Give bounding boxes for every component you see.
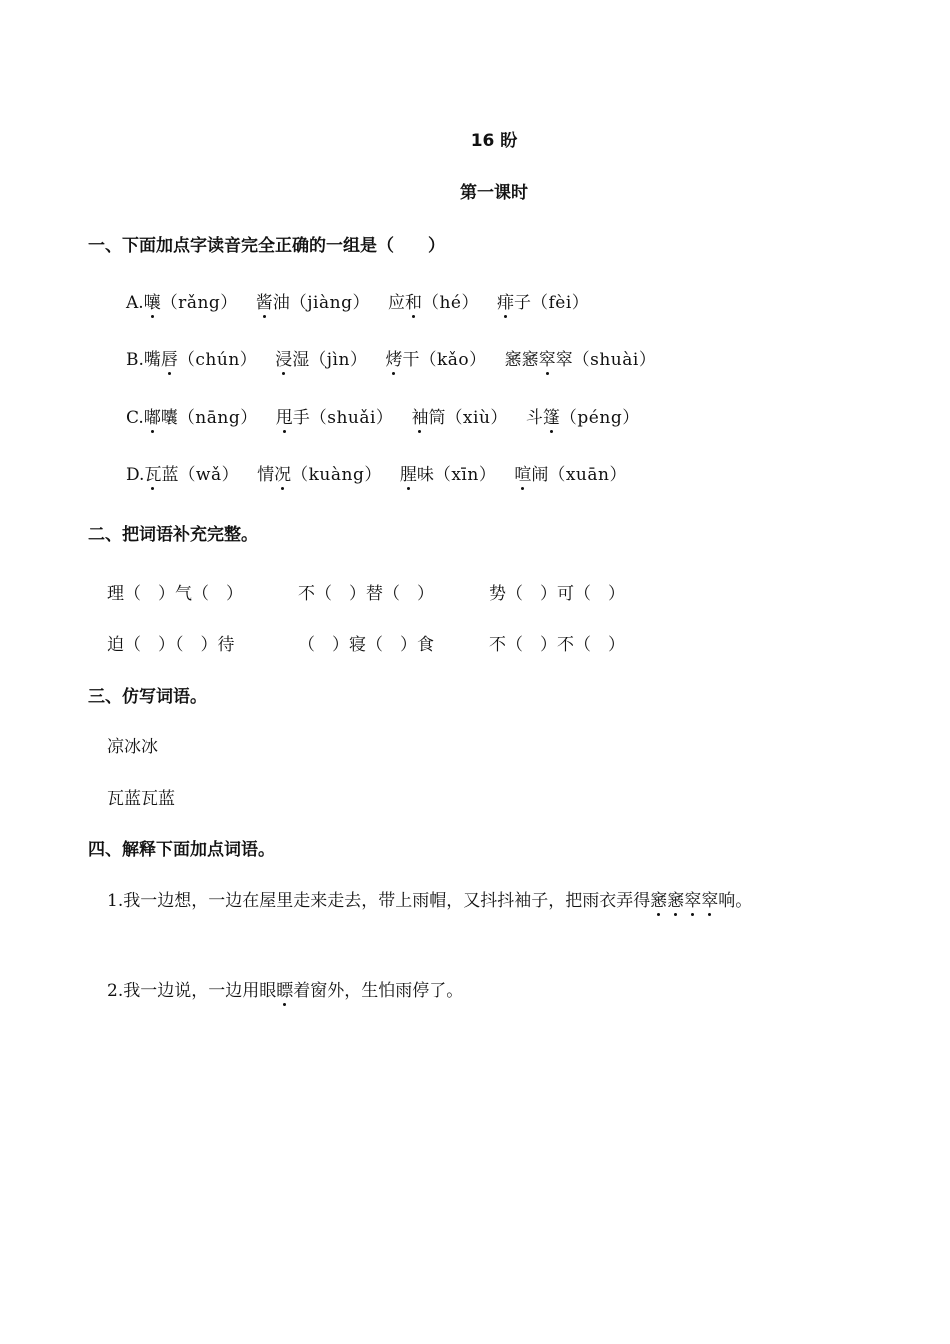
dotted-char: 瞟 [276, 976, 293, 1001]
option-word: 甩手（shuǎi） [276, 403, 394, 428]
option-word: 斗篷（péng） [526, 403, 640, 428]
dotted-char: 窸 [667, 886, 684, 911]
pinyin: （xīn） [433, 465, 497, 485]
pinyin: （shuǎi） [309, 408, 394, 428]
section3-heading: 三、仿写词语。 [88, 687, 207, 707]
sentence-1-text: 1.我一边想，一边在屋里走来走去，带上雨帽，又抖抖袖子，把雨衣弄得 [107, 891, 651, 911]
sentence-1 [107, 886, 752, 911]
dotted-char: 况 [274, 460, 291, 485]
pinyin: （kuàng） [291, 465, 382, 485]
dotted-char: 袖 [411, 403, 428, 428]
pinyin: （rǎng） [160, 293, 238, 313]
option-word: 烤干（kǎo） [385, 345, 486, 370]
dotted-char: 酱 [256, 288, 273, 313]
option-row [126, 345, 674, 370]
pinyin: （hé） [421, 293, 479, 313]
option-letter: D. [126, 465, 145, 485]
option-letter: B. [126, 350, 144, 370]
option-letter: C. [126, 408, 144, 428]
option-word: 嘴唇（chún） [144, 345, 257, 370]
dotted-char: 喧 [514, 460, 531, 485]
option-word: 窸窸窣窣（shuài） [505, 345, 657, 370]
option-word: 喧闹（xuān） [514, 460, 627, 485]
option-word: 浸湿（jìn） [275, 345, 367, 370]
pinyin: （kǎo） [419, 350, 487, 370]
option-word: 痱子（fèi） [497, 288, 589, 313]
sentence-1-tail: 响。 [718, 891, 753, 911]
pinyin: （nāng） [177, 408, 258, 428]
sentence-2 [107, 976, 463, 1001]
lesson-subtitle: 第一课时 [460, 183, 528, 203]
dotted-char: 窣 [684, 886, 701, 911]
option-word: 情况（kuàng） [257, 460, 382, 485]
dotted-char: 嘟 [144, 403, 161, 428]
dotted-char: 嚷 [144, 288, 161, 313]
option-word: 酱油（jiàng） [256, 288, 370, 313]
pinyin: （wǎ） [178, 465, 240, 485]
pinyin: （xiù） [445, 408, 508, 428]
option-row [126, 288, 607, 313]
dotted-char: 窣 [701, 886, 718, 911]
pinyin: （shuài） [572, 350, 657, 370]
dotted-char: 和 [405, 288, 422, 313]
option-word: 应和（hé） [388, 288, 479, 313]
pinyin: （jiàng） [289, 293, 370, 313]
example-word: 凉冰冰 [107, 737, 158, 757]
lesson-title: 16 盼 [470, 131, 518, 151]
dotted-char: 窸 [650, 886, 667, 911]
section4-heading: 四、解释下面加点词语。 [88, 840, 275, 860]
sentence-2-text: 2.我一边说，一边用眼 [107, 981, 277, 1001]
fill-item: 理（ ）气（ ） [107, 584, 243, 604]
option-word: 袖筒（xiù） [411, 403, 507, 428]
dotted-char: 烤 [385, 345, 402, 370]
pinyin: （jìn） [309, 350, 368, 370]
pinyin: （chún） [177, 350, 258, 370]
option-letter: A. [126, 293, 144, 313]
dotted-char: 瓦 [144, 460, 161, 485]
fill-item: 势（ ）可（ ） [489, 584, 625, 604]
dotted-char: 甩 [276, 403, 293, 428]
dotted-char: 痱 [497, 288, 514, 313]
dotted-char: 唇 [161, 345, 178, 370]
option-row [126, 403, 658, 428]
fill-item: 迫（ ）（ ）待 [107, 635, 235, 655]
option-word: 腥味（xīn） [400, 460, 496, 485]
pinyin: （péng） [559, 408, 640, 428]
dotted-char: 浸 [275, 345, 292, 370]
option-word: 瓦蓝（wǎ） [144, 460, 239, 485]
fill-item: 不（ ）替（ ） [298, 584, 434, 604]
dotted-char: 腥 [400, 460, 417, 485]
fill-item: 不（ ）不（ ） [489, 635, 625, 655]
fill-item: （ ）寝（ ）食 [298, 635, 434, 655]
sentence-2-tail: 着窗外，生怕雨停了。 [293, 981, 464, 1001]
option-word [144, 288, 238, 313]
dotted-char: 篷 [543, 403, 560, 428]
section2-heading: 二、把词语补充完整。 [88, 525, 258, 545]
dotted-char: 窣 [539, 345, 556, 370]
pinyin: （fèi） [530, 293, 590, 313]
option-word: 嘟囔（nāng） [144, 403, 258, 428]
section1-heading: 一、下面加点字读音完全正确的一组是（ ） [88, 236, 445, 256]
example-word: 瓦蓝瓦蓝 [107, 789, 175, 809]
pinyin: （xuān） [548, 465, 627, 485]
option-row [126, 460, 645, 485]
